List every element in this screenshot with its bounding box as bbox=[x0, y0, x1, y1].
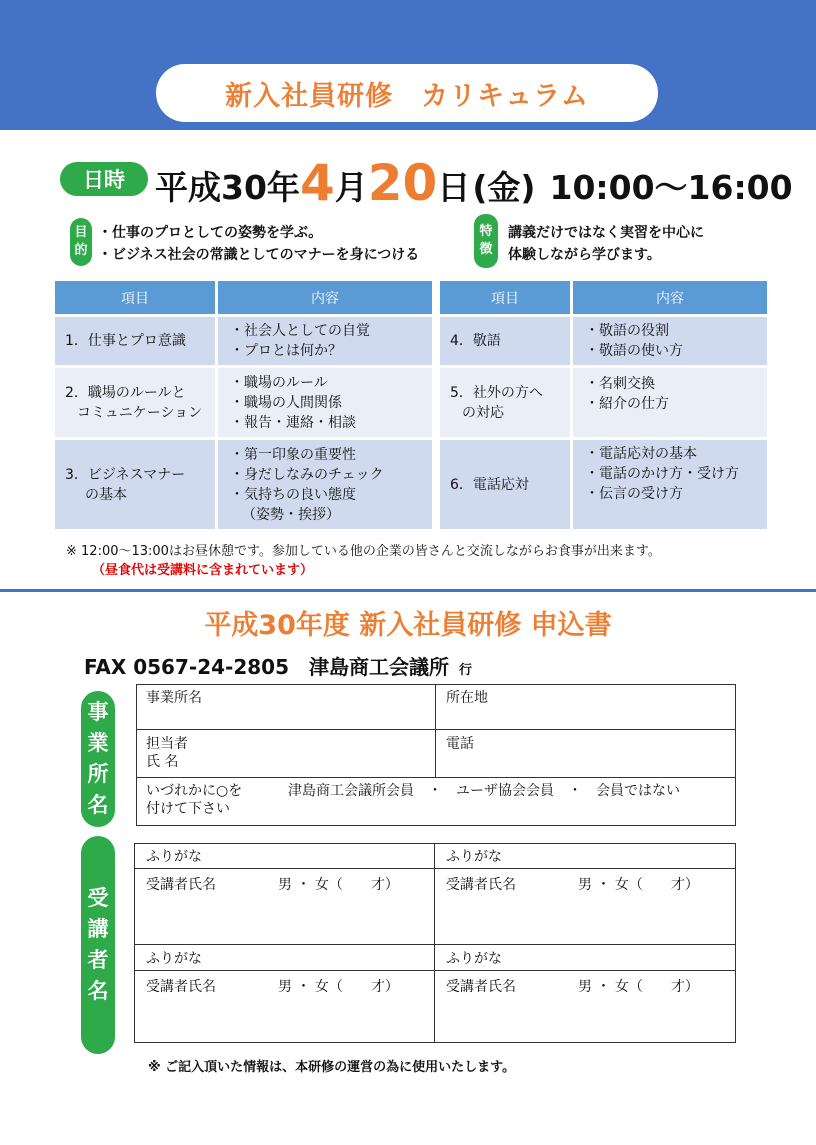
table-row bbox=[55, 317, 435, 368]
trainee-name-field[interactable]: 受講者氏名 bbox=[146, 979, 216, 995]
curriculum-table-left bbox=[55, 281, 435, 532]
column-header-content: 内容 bbox=[218, 281, 435, 317]
column-header-content: 内容 bbox=[573, 281, 770, 317]
furigana-field[interactable]: ふりがな bbox=[446, 849, 502, 865]
purpose-line: ・仕事のプロとしての姿勢を学ぶ。 bbox=[98, 225, 323, 241]
gender-age-field[interactable]: 男 ・ 女（ 才） bbox=[278, 877, 399, 893]
purpose-text bbox=[98, 222, 419, 266]
fax-suffix: 行 bbox=[459, 663, 473, 678]
fax-number: FAX 0567-24-2805 津島商工会議所 bbox=[84, 655, 449, 679]
trainee-name-field[interactable]: 受講者氏名 bbox=[446, 877, 516, 893]
item-cell: 5．社外の方へ の対応 bbox=[440, 368, 573, 440]
title-pill bbox=[156, 64, 658, 122]
table-row bbox=[440, 368, 770, 440]
trainee-label: 受 講 者 名 bbox=[81, 836, 115, 1054]
feature-badge bbox=[474, 214, 498, 268]
furigana-field[interactable]: ふりがな bbox=[146, 951, 202, 967]
feature-badge-char: 特 bbox=[479, 224, 493, 239]
feature-badge-char: 徴 bbox=[479, 242, 493, 257]
day-unit: 日 bbox=[437, 168, 471, 207]
feature-line: 講義だけではなく実習を中心に bbox=[508, 225, 704, 241]
phone-field[interactable]: 電話 bbox=[446, 736, 474, 752]
gender-age-field[interactable]: 男 ・ 女（ 才） bbox=[278, 979, 399, 995]
lunch-note: ※ 12:00～13:00はお昼休憩です。参加している他の企業の皆さんと交流しながらお食事が出来ます。 bbox=[66, 544, 661, 559]
item-cell: 2．職場のルールと コミュニケーション bbox=[55, 368, 218, 440]
column-header-item: 項目 bbox=[55, 281, 218, 317]
trainee-box bbox=[134, 843, 736, 1043]
table-row bbox=[55, 440, 435, 532]
datetime-badge: 日時 bbox=[60, 162, 148, 196]
content-cell: ・敬語の役割 ・敬語の使い方 bbox=[573, 317, 770, 368]
privacy-note: ※ ご記入頂いた情報は、本研修の運営の為に使用いたします。 bbox=[148, 1060, 516, 1075]
feature-text bbox=[508, 222, 704, 266]
weekday: (金) bbox=[472, 168, 536, 207]
table-row bbox=[440, 317, 770, 368]
day-number: 20 bbox=[367, 154, 438, 212]
table-row bbox=[440, 440, 770, 532]
address-field[interactable]: 所在地 bbox=[446, 690, 488, 706]
month-number: 4 bbox=[299, 154, 335, 212]
purpose-badge-char: 的 bbox=[74, 243, 88, 258]
curriculum-table-right bbox=[440, 281, 770, 532]
column-header-item: 項目 bbox=[440, 281, 573, 317]
item-cell: 6．電話応対 bbox=[440, 440, 573, 532]
content-cell: ・電話応対の基本 ・電話のかけ方・受け方 ・伝言の受け方 bbox=[573, 440, 770, 532]
item-cell: 4．敬語 bbox=[440, 317, 573, 368]
company-label: 事 業 所 名 bbox=[81, 691, 115, 827]
furigana-field[interactable]: ふりがな bbox=[146, 849, 202, 865]
month-unit: 月 bbox=[334, 168, 368, 207]
purpose-badge bbox=[70, 218, 92, 266]
table-row bbox=[55, 368, 435, 440]
furigana-field[interactable]: ふりがな bbox=[446, 951, 502, 967]
content-cell: ・名刺交換 ・紹介の仕方 bbox=[573, 368, 770, 440]
trainee-name-field[interactable]: 受講者氏名 bbox=[146, 877, 216, 893]
purpose-badge-char: 目 bbox=[74, 225, 88, 240]
time-range: 10:00～16:00 bbox=[549, 168, 793, 207]
content-cell: ・第一印象の重要性 ・身だしなみのチェック ・気持ちの良い態度 （姿勢・挨拶） bbox=[218, 440, 435, 532]
item-cell: 1．仕事とプロ意識 bbox=[55, 317, 218, 368]
contact-person-field[interactable]: 担当者 氏 名 bbox=[146, 736, 188, 770]
gender-age-field[interactable]: 男 ・ 女（ 才） bbox=[578, 979, 699, 995]
datetime-line bbox=[155, 148, 793, 212]
page-title: 新入社員研修 カリキュラム bbox=[225, 80, 589, 112]
content-cell: ・社会人としての自覚 ・プロとは何か？ bbox=[218, 317, 435, 368]
membership-options[interactable]: 津島商工会議所会員 ・ ユーザ協会会員 ・ 会員ではない bbox=[288, 783, 680, 799]
purpose-line: ・ビジネス社会の常識としてのマナーを身につける bbox=[98, 247, 420, 263]
trainee-name-field[interactable]: 受講者氏名 bbox=[446, 979, 516, 995]
lunch-fee-note: （昼食代は受講料に含まれています） bbox=[92, 563, 314, 578]
era-year: 平成30年 bbox=[155, 168, 300, 207]
company-name-field[interactable]: 事業所名 bbox=[146, 690, 202, 706]
membership-instruction: いづれかに○を 付けて下さい bbox=[146, 783, 243, 817]
gender-age-field[interactable]: 男 ・ 女（ 才） bbox=[578, 877, 699, 893]
application-title: 平成30年度 新入社員研修 申込書 bbox=[204, 610, 612, 641]
item-cell: 3．ビジネスマナー の基本 bbox=[55, 440, 218, 532]
section-divider bbox=[0, 589, 816, 592]
feature-line: 体験しながら学びます。 bbox=[508, 247, 661, 263]
fax-line bbox=[84, 651, 472, 680]
content-cell: ・職場のルール ・職場の人間関係 ・報告・連絡・相談 bbox=[218, 368, 435, 440]
